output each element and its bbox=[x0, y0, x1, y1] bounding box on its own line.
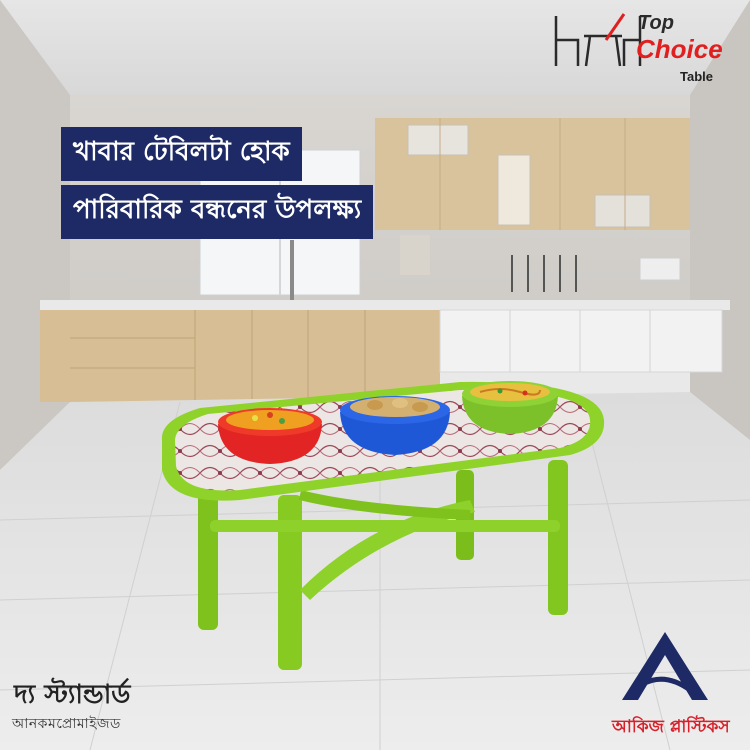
headline-line-2: পারিবারিক বন্ধনের উপলক্ষ্য bbox=[61, 185, 373, 239]
countertop bbox=[40, 300, 730, 310]
lower-cabinets-wood bbox=[40, 310, 440, 402]
company-name: আকিজ প্লাস্টিকস bbox=[612, 717, 730, 737]
brand-table-text: Table bbox=[680, 69, 713, 84]
table-leg bbox=[548, 460, 568, 615]
top-choice-brand bbox=[548, 6, 738, 86]
tagline-uncompromised: আনকমপ্রোমাইজড bbox=[12, 716, 121, 732]
tagline-standard: দ্য স্ট্যান্ডার্ড bbox=[14, 680, 131, 710]
lower-cabinets-white bbox=[440, 310, 722, 372]
brand-choice-text: Choice bbox=[636, 34, 723, 64]
brand-top-text: Top bbox=[638, 12, 674, 34]
headline-line-1: খাবার টেবিলটা হোক bbox=[61, 127, 302, 181]
